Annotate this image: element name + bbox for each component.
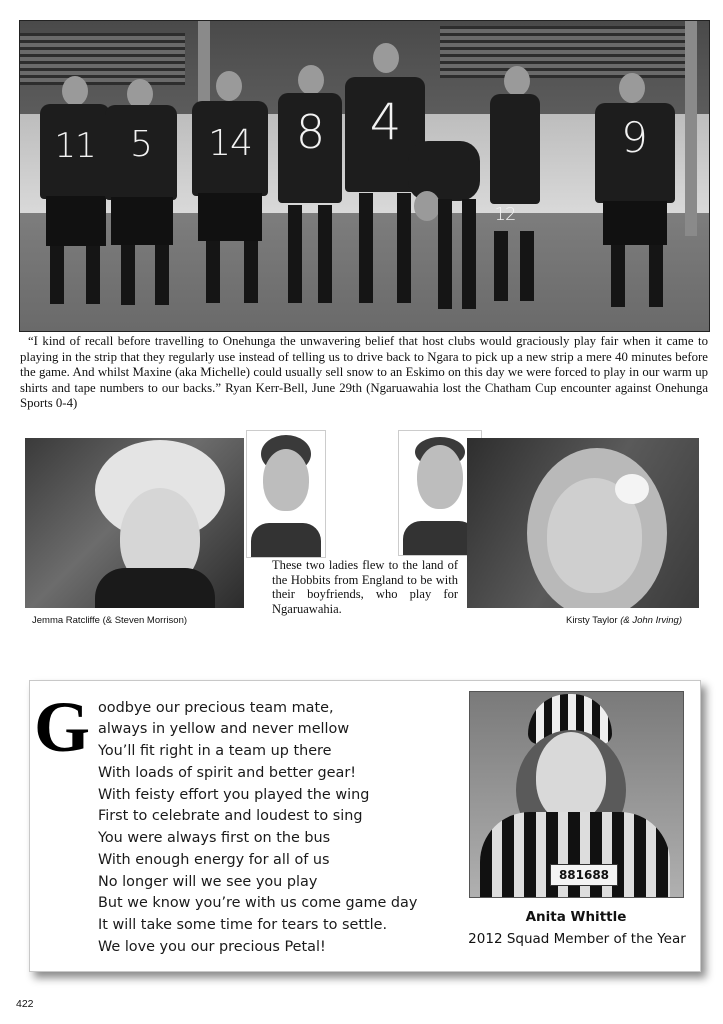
- caption-kirsty: [566, 615, 682, 626]
- flower-icon: [615, 474, 649, 504]
- poem-line: always in yellow and never mellow: [98, 721, 350, 737]
- poem-line: You’ll fit right in a team up there: [98, 743, 332, 759]
- poem-line: It will take some time for tears to settle.: [98, 917, 388, 933]
- shirt-number: 4: [369, 93, 401, 151]
- poem-line: But we know you’re with us come game day: [98, 895, 418, 911]
- poem-line: With loads of spirit and better gear!: [98, 765, 357, 781]
- poem-line: First to celebrate and loudest to sing: [98, 808, 363, 824]
- photo-jemma-ratcliffe: [25, 438, 244, 608]
- shirt-number: 8: [295, 105, 325, 159]
- shirt-number: 9: [621, 113, 647, 162]
- caption-kirsty-name: Kirsty Taylor: [566, 615, 618, 626]
- photo-kirsty-taylor: [467, 438, 699, 608]
- race-bib: 881688: [550, 864, 618, 886]
- quote-text: “I kind of recall before travelling to Onehunga the unwavering belief that host clubs would graciously play fair when it came to playing in the strip that they regularly use instead of telling us to drive back to Ngara to pick up a new strip a mere 40 minutes before the game. And whilst Maxine (aka Michelle) could usually sell snow to an Eskimo on this day we were forced to play in our warm up shirts and tape numbers to our backs.” Ryan Kerr-Bell, June 29th (Ngaruawahia lost the Chatham Cup encounter against Onehunga Sports 0-4): [20, 334, 708, 411]
- poem-line: With feisty effort you played the wing: [98, 787, 370, 803]
- anita-name: Anita Whittle: [525, 909, 627, 925]
- poem-line: You were always first on the bus: [98, 830, 331, 846]
- poem-line: No longer will we see you play: [98, 874, 318, 890]
- shirt-number: 5: [130, 124, 152, 165]
- poem-line: oodbye our precious team mate,: [98, 700, 334, 716]
- shirt-number: 14: [208, 123, 252, 164]
- ladies-caption: These two ladies flew to the land of the Hobbits from England to be with their boyfriends, who play for Ngaruawahia.: [272, 558, 458, 616]
- photo-anita-whittle: [469, 691, 684, 898]
- page-number: 422: [16, 998, 34, 1010]
- wall-vent-left: [20, 33, 185, 85]
- caption-jemma: Jemma Ratcliffe (& Steven Morrison): [32, 615, 188, 626]
- shirt-number: 12: [494, 204, 516, 225]
- poem-line: We love you our precious Petal!: [98, 939, 326, 955]
- poem-line: With enough energy for all of us: [98, 852, 330, 868]
- shirt-number: 11: [54, 126, 96, 166]
- anita-award-title: 2012 Squad Member of the Year: [468, 931, 686, 947]
- caption-kirsty-partner: (& John Irving): [620, 615, 682, 626]
- photo-steven-morrison: [246, 430, 326, 558]
- team-photo: [19, 20, 710, 332]
- poem-drop-cap: G: [34, 687, 91, 767]
- wall-vent-right: [440, 26, 695, 78]
- wall-post: [685, 21, 697, 236]
